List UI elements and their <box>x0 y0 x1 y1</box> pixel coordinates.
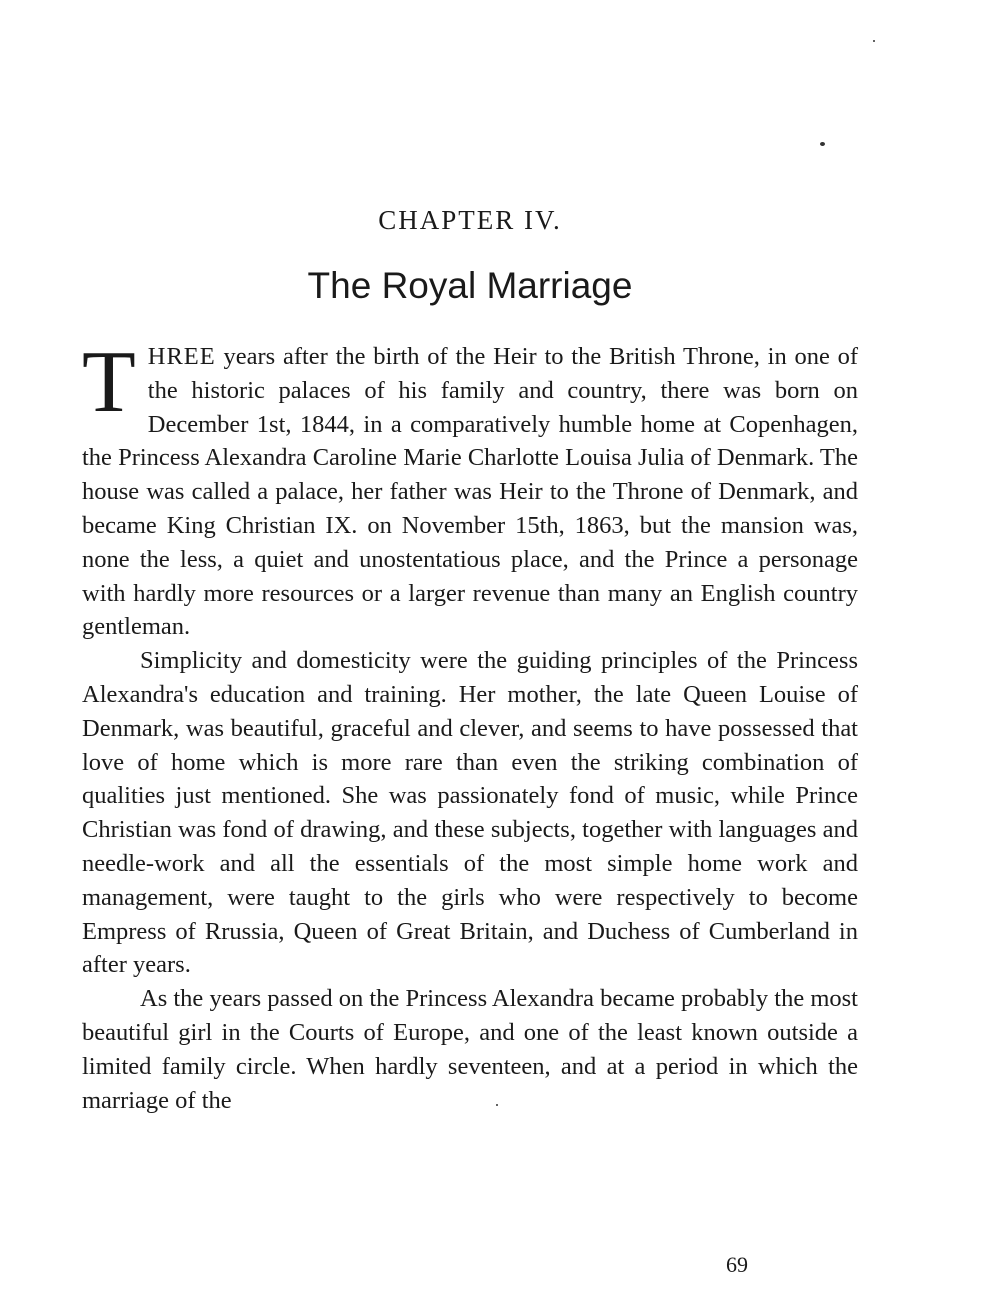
paragraph-1 <box>82 334 858 644</box>
drop-cap: T <box>82 334 136 431</box>
paragraph-2: Simplicity and domesticity were the guiding principles of the Princess Alexandra's education and training. Her mother, the late Queen Louise of Denmark, was beautiful, graceful and clever, and seems to have possessed that love of home which is more rare than even the striking combination of qualities just mentioned. She was passionately fond of music, while Prince Christian was fond of drawing, and these subjects, together with languages and needle-work and all the essentials of the most simple home work and management, were taught to the girls who were respectively to become Empress of Rrussia, Queen of Great Britain, and Duchess of Cumberland in after years. <box>82 647 858 979</box>
body-text <box>82 334 858 1117</box>
print-speck <box>873 40 875 42</box>
chapter-title: The Royal Marriage <box>307 265 633 306</box>
page-number: 69 <box>726 1252 748 1277</box>
paragraph-3: As the years passed on the Princess Alexandra became probably the most beautiful girl in the Courts of Europe, and one of the least known outside a limited family circle. When hardly seventeen, and at a period in which the marriage of the <box>82 985 858 1114</box>
print-speck <box>820 142 825 146</box>
chapter-number: CHAPTER IV. <box>378 205 562 235</box>
print-speck <box>496 1104 498 1106</box>
lead-word: HREE <box>147 343 216 370</box>
paragraph-1-text: years after the birth of the Heir to the British Throne, in one of the historic palaces of his family and country, there was born on December 1st, 1844, in a comparatively humble home at Copenhagen, the Princess Alexandra Caroline Marie Charlotte Louisa Julia of Denmark. The house was called a palace, her father was Heir to the Throne of Denmark, and became King Christian IX. on November 15th, 1863, but the mansion was, none the less, a quiet and unostentatious place, and the Prince a personage with hardly more resources or a larger revenue than many an English country gentleman. <box>82 343 858 641</box>
